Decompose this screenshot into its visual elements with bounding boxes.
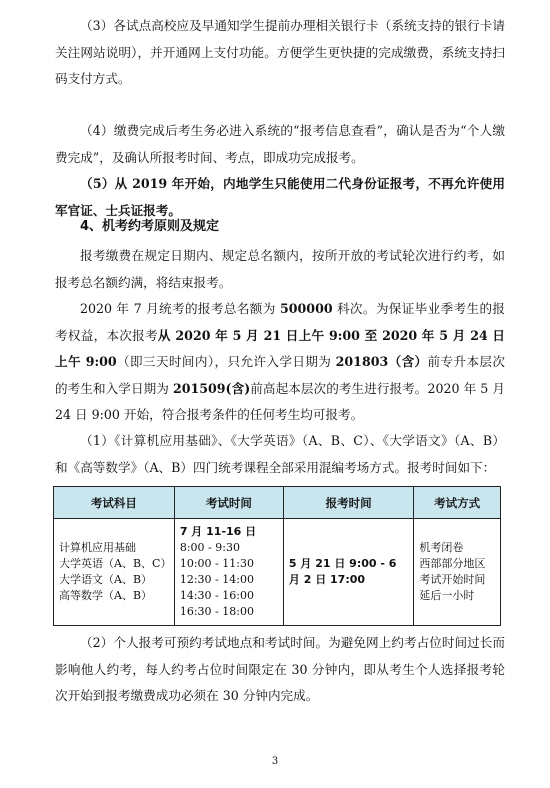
header-register-time: 报考时间 [283, 487, 413, 519]
exam-mode-closed-book: 机考闭卷 [419, 541, 464, 554]
exam-slot: 10:00 - 11:30 [179, 557, 254, 570]
register-time-cell [283, 519, 413, 626]
paragraph-confirm-registration: （4）缴费完成后考生务必进入系统的“报考信息查看”，确认是否为“个人缴费完成”，及确认所报考时间、考点，即成功完成报考。 [55, 123, 505, 165]
subject-item: 计算机应用基础 [59, 541, 136, 554]
table-header-row [54, 487, 501, 519]
page-number: 3 [271, 756, 279, 767]
paragraph-quota [55, 296, 505, 429]
header-exam-time: 考试时间 [174, 487, 283, 519]
subject-item: 大学语文（A、B） [59, 573, 153, 586]
quota-text-i: 前高起本层次的考生进行报考。2020 年 5 月 24 日 9:00 开始，符合报考条件的任何考生均可报考。 [55, 380, 505, 422]
subject-item: 高等数学（A、B） [59, 589, 153, 602]
exam-slot: 16:30 - 18:00 [179, 605, 254, 618]
quota-text-g: 前专升本层次的考生和入学日期为 [55, 354, 505, 396]
enroll-date-highschool: 201509(含) [172, 380, 251, 396]
exam-mode-cell [414, 519, 501, 626]
paragraph-intro: 报考缴费在规定日期内、规定总名额内，按所开放的考试轮次进行约考，如报考总名额约满，将结束报考。 [55, 248, 505, 290]
register-time-value: 5 月 21 日 9:00 - 6 月 2 日 17:00 [288, 557, 397, 586]
quota-text-e: （即三天时间内），只允许入学日期为 [116, 354, 336, 369]
header-exam-mode: 考试方式 [414, 487, 501, 519]
section-heading-4: 4、机考约考原则及规定 [80, 219, 220, 234]
enroll-date-upgrade: 201803（含） [335, 354, 428, 369]
subject-item: 大学英语（A、B、C） [59, 557, 172, 570]
exam-time-cell [174, 519, 283, 626]
registration-period: 从 2020 年 5 月 21 日上午 9:00 至 2020 年 5 月 24 日上午 9:00 [55, 327, 506, 369]
subjects-cell [54, 519, 175, 626]
quota-text-c: 科次。为保证毕业季考生的报考权益，本次报考 [55, 301, 505, 343]
exam-mode-west-note: 西部部分地区考试开始时间延后一小时 [419, 557, 486, 602]
paragraph-id-card-rule: （5）从 2019 年开始，内地学生只能使用二代身份证报考，不再允许使用军官证、士兵证报考。 [55, 176, 505, 218]
exam-schedule-table [53, 486, 501, 626]
paragraph-bank-card: （3）各试点高校应及早通知学生提前办理相关银行卡（系统支持的银行卡请关注网站说明），并开通网上支付功能。方便学生更快捷的完成缴费，系统支持扫码支付方式。 [55, 18, 505, 86]
exam-slot: 14:30 - 16:00 [179, 589, 254, 602]
paragraph-mixed-exam: （1）《计算机应用基础》、《大学英语》（A、B、C）、《大学语文》（A、B）和《高等数学》（A、B）四门统考课程全部采用混编考场方式。报考时间如下： [55, 433, 505, 475]
exam-date-range: 7 月 11-16 日 [179, 525, 257, 538]
quota-text-a: 2020 年 7 月统考的报考总名额为 [80, 301, 281, 316]
exam-slot: 12:30 - 14:00 [179, 573, 254, 586]
header-subject: 考试科目 [54, 487, 175, 519]
quota-number: 500000 [280, 301, 333, 316]
paragraph-booking-limit: （2）个人报考可预约考试地点和考试时间。为避免网上约考占位时间过长而影响他人约考，每人约考占位时间限定在 30 分钟内，即从考生个人选择报考轮次开始到报考缴费成功必须在 30 分钟内完成。 [55, 635, 505, 703]
table-row [54, 519, 501, 626]
exam-slot: 8:00 - 9:30 [179, 541, 240, 554]
